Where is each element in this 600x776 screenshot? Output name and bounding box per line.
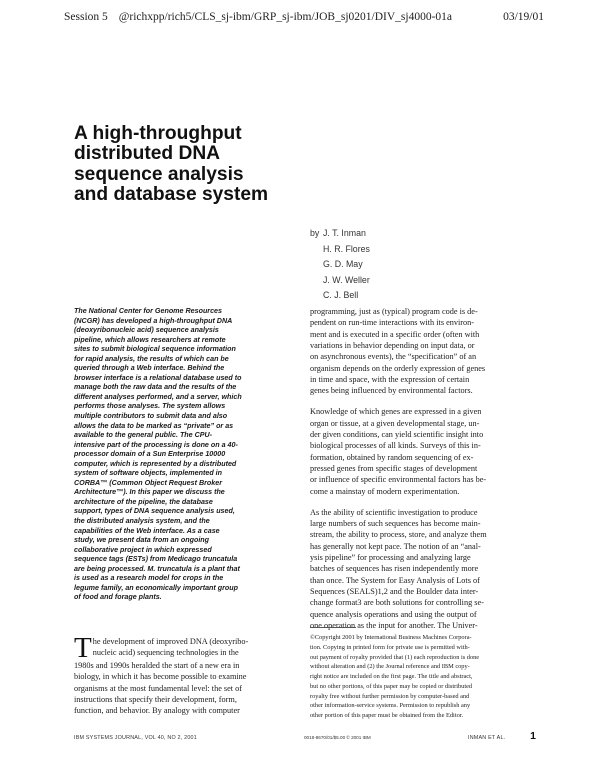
abstract-line: pipeline, which allows researchers at remote: [74, 335, 226, 344]
copyright-line: right notice are included on the first page. The title and abstract,: [310, 673, 473, 680]
author-name: C. J. Bell: [323, 290, 359, 300]
body-line: As the ability of scientific investigation to produce: [310, 507, 478, 517]
body-line: der given conditions, can yield scientific insight into: [310, 429, 484, 439]
header-date: 03/19/01: [503, 11, 544, 23]
intro-line: he development of improved DNA (deoxyribo-: [92, 637, 249, 646]
abstract-line: manage both the raw data and the results of the: [74, 383, 237, 392]
abstract: [74, 307, 290, 603]
copyright-line: other portion of this paper must be obtained from the Editor.: [310, 712, 464, 719]
author-list: [310, 226, 370, 304]
author-name: G. D. May: [323, 259, 363, 269]
by-label: by: [310, 228, 320, 238]
body-line: in time and space, with the expression of certain: [310, 375, 470, 385]
body-line: ment and is executed in a specific order (often with: [310, 329, 480, 339]
body-line: one operation as the input for another. The Univer-: [310, 620, 478, 630]
copyright-line: tion. Copying in printed form for private use is permitted with-: [310, 643, 470, 651]
running-author: INMAN ET AL.: [468, 735, 506, 741]
body-line: come a mainstay of modern experimentation.: [310, 486, 460, 496]
abstract-line: The National Center for Genome Resources: [74, 307, 223, 315]
author-name: H. R. Flores: [323, 243, 370, 254]
body-line: large numbers of such sequences has become main-: [310, 518, 481, 528]
abstract-line: architecture of the pipeline, the database: [74, 497, 213, 506]
abstract-line: different analyses performed, and a server, which: [74, 392, 242, 401]
abstract-line: sites to submit biological sequence information: [74, 345, 236, 354]
abstract-line: is used as a research model for crops in the: [74, 574, 224, 583]
abstract-line: for rapid analysis, the results of which can be: [74, 354, 229, 363]
abstract-line: browser interface is a relational database used to: [74, 373, 242, 382]
intro-line: function, and behavior. By analogy with computer: [74, 706, 240, 716]
body-line: or influence of specific environmental factors has be-: [310, 475, 487, 485]
abstract-line: sequence tags (ESTs) from Medicago truncatula: [74, 555, 238, 564]
abstract-line: multiple contributors to submit data and also: [74, 412, 228, 421]
abstract-line: queried through a Web interface. Behind the: [74, 364, 225, 373]
copyright-line: without alteration and (2) the Journal reference and IBM copy-: [310, 663, 470, 671]
abstract-line: system of software objects, implemented in: [74, 469, 223, 478]
author-name: J. T. Inman: [323, 228, 366, 238]
body-line: programming, just as (typical) program code is de-: [310, 307, 478, 316]
title-line: distributed DNA: [74, 143, 221, 165]
intro-line: instructions that specify their development, form,: [74, 695, 237, 705]
abstract-line: collaborative project in which expressed: [74, 545, 212, 554]
body-line: formation, obtained by random sequencing of ex-: [310, 452, 474, 462]
body-line: ysis pipeline” for processing and analyzing large: [310, 552, 471, 562]
abstract-line: performs those analyses. The system allows: [74, 402, 226, 411]
journal-citation: IBM SYSTEMS JOURNAL, VOL 40, NO 2, 2001: [74, 735, 197, 741]
body-line: pendent on run-time interactions with its environ-: [310, 318, 475, 328]
body-line: organism depends on the orderly expression of genes: [310, 363, 486, 373]
body-line: stream, the ability to process, store, and analyze them: [310, 530, 487, 540]
title-line: sequence analysis: [74, 163, 244, 185]
abstract-line: allows the data to be marked as “private” or as: [74, 421, 234, 430]
abstract-line: processor domain of a Sun Enterprise 10000: [74, 450, 226, 459]
intro-column: [74, 632, 294, 717]
body-paragraph: [310, 507, 532, 632]
abstract-line: legume family, an economically important group: [74, 583, 239, 592]
intro-line: nucleic acid) sequencing technologies in the: [92, 648, 239, 658]
abstract-line: the distributed analysis system, and the: [74, 517, 210, 526]
drop-cap: T: [74, 632, 92, 664]
session-label: Session 5: [64, 11, 108, 23]
intro-line: 1980s and 1990s heralded the start of a new era in: [74, 661, 240, 670]
copyright-line: ©Copyright 2001 by International Business Machines Corpora-: [310, 634, 472, 641]
footnote-rule: [310, 627, 356, 628]
body-paragraph: [310, 306, 532, 397]
body-line: organ or tissue, at a given developmental stage, un-: [310, 418, 480, 428]
body-column-right: [310, 306, 532, 641]
abstract-line: capabilities of the Web interface. As a case: [74, 526, 220, 535]
body-line: than once. The System for Easy Analysis of Lots of: [310, 575, 480, 585]
abstract-line: Architecture™). In this paper we discuss the: [74, 488, 225, 497]
title-line: and database system: [74, 183, 269, 205]
intro-line: organisms at the most fundamental level: the set of: [74, 683, 243, 693]
body-line: quence analysis operations and using the output of: [310, 609, 477, 619]
page-footer: [74, 731, 534, 745]
abstract-line: CORBA™ (Common Object Request Broker: [74, 478, 222, 487]
body-line: change format3 are both solutions for controlling se-: [310, 598, 484, 608]
abstract-line: of food and forage plants.: [74, 593, 162, 602]
abstract-line: (deoxyribonucleic acid) sequence analysis: [74, 326, 219, 335]
body-line: variations in behavior depending on input data, or: [310, 341, 475, 351]
body-line: biological processes of all kinds. Surveys of this in-: [310, 441, 481, 451]
body-line: batches of sequences has risen independently more: [310, 564, 479, 574]
abstract-line: study, we present data from an ongoing: [74, 536, 210, 545]
job-path: @richxpp/rich5/CLS_sj-ibm/GRP_sj-ibm/JOB_sj0201/DIV_sj4000-01a: [118, 11, 453, 23]
copyright-line: out payment of royalty provided that (1) each reproduction is done: [310, 653, 480, 661]
body-paragraph: [310, 406, 532, 497]
page-header: [64, 11, 544, 23]
abstract-line: available to the general public. The CPU-: [74, 431, 213, 440]
body-line: on asynchronous events), the “specification” of an: [310, 352, 477, 362]
paper-title: [74, 124, 334, 205]
abstract-line: intensive part of the processing is done on a 40-: [74, 440, 238, 449]
copyright-line: royalty free without further permission by computer-based and: [310, 692, 470, 700]
copyright-line: but no other portions, of this paper may be copied or distributed: [310, 682, 473, 690]
author-name: J. W. Weller: [323, 274, 370, 285]
abstract-line: are being processed. M. truncatula is a plant that: [74, 564, 240, 573]
body-line: has generally not kept pace. The notion of an “anal-: [310, 541, 481, 551]
abstract-line: support, types of DNA sequence analysis used,: [74, 507, 235, 516]
intro-line: biology, in which it has become possible to examine: [74, 672, 247, 682]
copyright-line: other information-service systems. Permission to republish any: [310, 702, 471, 710]
page-number: 1: [530, 730, 536, 742]
issn-code: 0018-8670/01/$5.00 © 2001 IBM: [304, 735, 371, 740]
body-line: Sequences (SEALS)1,2 and the Boulder data inter-: [310, 586, 479, 596]
abstract-line: computer, which is represented by a distributed: [74, 459, 237, 468]
body-line: genes being influenced by environmental factors.: [310, 386, 473, 396]
body-line: pressed genes from specific stages of development: [310, 463, 478, 473]
body-line: Knowledge of which genes are expressed in a given: [310, 407, 482, 417]
abstract-line: (NCGR) has developed a high-throughput DNA: [74, 316, 233, 325]
title-line: A high-throughput: [74, 123, 242, 144]
copyright-notice: [310, 633, 532, 721]
